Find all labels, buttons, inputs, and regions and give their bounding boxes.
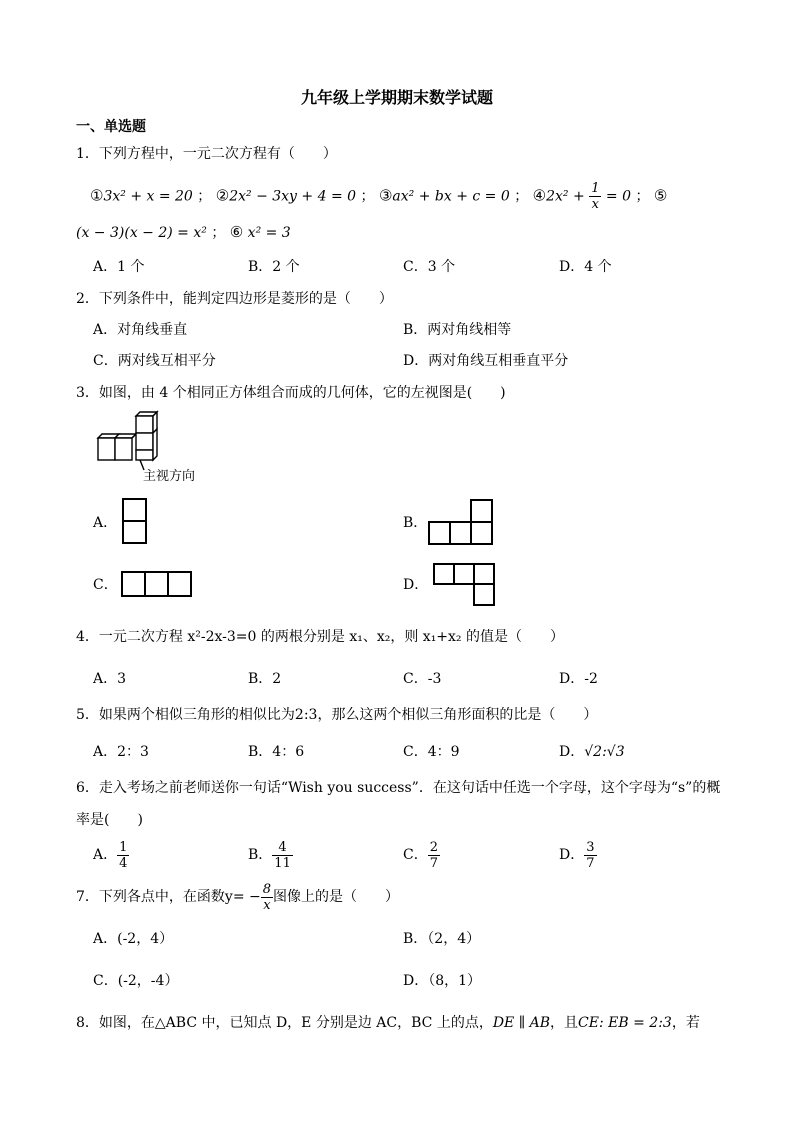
fraction-denominator: 7 bbox=[586, 855, 595, 871]
option-b: B．4：6 bbox=[248, 744, 305, 760]
circle-number-5: ⑤ bbox=[653, 186, 668, 205]
fraction bbox=[428, 840, 440, 871]
fraction-numerator: 1 bbox=[591, 181, 600, 196]
page-title: 九年级上学期期末数学试题 bbox=[300, 88, 493, 107]
option-d: D．4 个 bbox=[559, 259, 612, 275]
separator: ； bbox=[635, 188, 650, 205]
equation-4-fraction bbox=[589, 181, 601, 212]
option-b: B．2 个 bbox=[248, 259, 300, 275]
separator: ； bbox=[514, 188, 529, 205]
option-c: C．-3 bbox=[403, 671, 442, 687]
option-b: B．两对角线相等 bbox=[403, 322, 512, 338]
question-1-equations-line1 bbox=[90, 181, 667, 212]
fraction-denominator: x bbox=[263, 897, 271, 913]
fraction-denominator: x bbox=[591, 197, 599, 212]
question-7-stem bbox=[76, 879, 399, 915]
option-c: C．两对线互相平分 bbox=[93, 353, 216, 369]
option-b: B．2 bbox=[248, 671, 282, 687]
circle-number-2: ② bbox=[215, 186, 230, 205]
option-d-label: D． bbox=[403, 577, 429, 593]
question-7-stem-part-a: 7．下列各点中，在函数y= − bbox=[76, 889, 261, 905]
question-8-stem bbox=[76, 1014, 700, 1032]
view-direction-label: 主视方向 bbox=[143, 469, 196, 484]
option-b-label: B． bbox=[248, 847, 273, 863]
option-d: D．两对角线互相垂直平分 bbox=[403, 353, 569, 369]
circle-number-6: ⑥ bbox=[229, 223, 244, 241]
circle-number-3: ③ bbox=[378, 186, 393, 205]
option-c bbox=[403, 837, 440, 873]
condition-ratio: CE: EB = 2:3 bbox=[578, 1015, 672, 1031]
fraction-numerator: 3 bbox=[586, 839, 595, 855]
separator: ； bbox=[360, 188, 375, 205]
option-c: C．4：9 bbox=[403, 744, 460, 760]
question-5-stem: 5．如果两个相似三角形的相似比为2:3，那么这两个相似三角形面积的比是（ ） bbox=[76, 707, 598, 723]
option-c-label: C． bbox=[403, 847, 428, 863]
question-4-stem: 4．一元二次方程 x²-2x-3=0 的两根分别是 x₁、x₂，则 x₁+x₂ 的值是（ ） bbox=[76, 629, 564, 645]
separator: ； bbox=[197, 188, 212, 205]
option-d-label: D． bbox=[559, 847, 585, 863]
fraction-denominator: 11 bbox=[274, 855, 291, 871]
equation-5: (x − 3)(x − 2) = x² bbox=[76, 225, 207, 241]
circle-number-4: ④ bbox=[532, 186, 547, 205]
option-a: A．2：3 bbox=[93, 744, 149, 760]
question-8-stem-part-b: ，且 bbox=[550, 1015, 579, 1031]
option-b: B．（2，4） bbox=[403, 931, 481, 947]
option-a-figure bbox=[122, 498, 148, 546]
question-8-stem-part-a: 8．如图，在△ABC 中，已知点 D，E 分别是边 AC，BC 上的点， bbox=[76, 1015, 493, 1031]
option-d-label: D． bbox=[559, 744, 585, 760]
option-b-label: B． bbox=[403, 515, 428, 531]
question-3-stem: 3．如图，由 4 个相同正方体组合而成的几何体，它的左视图是( ) bbox=[76, 385, 506, 401]
equation-2: 2x² − 3xy + 4 = 0 bbox=[229, 188, 357, 205]
fraction-numerator: 1 bbox=[119, 839, 128, 855]
function-fraction bbox=[261, 882, 273, 913]
option-c-figure bbox=[121, 571, 195, 599]
question-1-stem: 1．下列方程中，一元二次方程有（ ） bbox=[76, 146, 337, 162]
question-6-stem-line2: 率是( ) bbox=[76, 812, 143, 828]
option-c-label: C． bbox=[93, 577, 118, 593]
option-d-figure bbox=[433, 563, 499, 609]
fraction bbox=[117, 840, 129, 871]
fraction-numerator: 8 bbox=[262, 881, 272, 897]
question-1-equations-line2 bbox=[76, 223, 291, 242]
question-6-stem-line1: 6．走入考场之前老师送你一句话“Wish you success”．在这句话中任选一个字母，这个字母为“s”的概 bbox=[76, 780, 721, 796]
option-d: D．（8，1） bbox=[403, 973, 482, 989]
option-a-label: A． bbox=[93, 847, 118, 863]
option-d-expression: √2:√3 bbox=[584, 744, 625, 760]
separator: ； bbox=[211, 225, 226, 241]
equation-4-part-b: = 0 bbox=[605, 188, 632, 205]
option-c: C．(-2，-4） bbox=[93, 973, 179, 989]
option-d bbox=[559, 837, 597, 873]
option-b-figure bbox=[428, 499, 496, 547]
option-a: A．1 个 bbox=[93, 259, 145, 275]
fraction-denominator: 7 bbox=[429, 855, 438, 871]
question-7-stem-part-b: 图像上的是（ ） bbox=[273, 889, 400, 905]
option-a: A．3 bbox=[93, 671, 127, 687]
option-c: C．3 个 bbox=[403, 259, 456, 275]
equation-6: x² = 3 bbox=[247, 225, 291, 241]
section-heading: 一、单选题 bbox=[76, 119, 146, 135]
condition-parallel: DE ∥ AB bbox=[492, 1015, 551, 1031]
fraction-numerator: 2 bbox=[429, 839, 438, 855]
fraction bbox=[584, 840, 596, 871]
option-d: D．-2 bbox=[559, 671, 598, 687]
equation-3: ax² + bx + c = 0 bbox=[392, 188, 510, 205]
option-d bbox=[559, 743, 625, 761]
question-8-stem-part-c: ，若 bbox=[671, 1015, 700, 1031]
question-2-stem: 2．下列条件中，能判定四边形是菱形的是（ ） bbox=[76, 291, 393, 307]
circle-number-1: ① bbox=[90, 186, 104, 205]
option-a: A．(-2，4） bbox=[93, 931, 174, 947]
equation-1: 3x² + x = 20 bbox=[103, 188, 193, 205]
option-b bbox=[248, 837, 293, 873]
equation-4-part-a: 2x² + bbox=[546, 188, 585, 205]
option-a: A．对角线垂直 bbox=[93, 322, 188, 338]
option-a bbox=[93, 837, 129, 873]
fraction bbox=[272, 840, 293, 871]
option-a-label: A． bbox=[93, 515, 118, 531]
fraction-numerator: 4 bbox=[272, 840, 293, 856]
fraction-denominator: 4 bbox=[119, 855, 128, 871]
